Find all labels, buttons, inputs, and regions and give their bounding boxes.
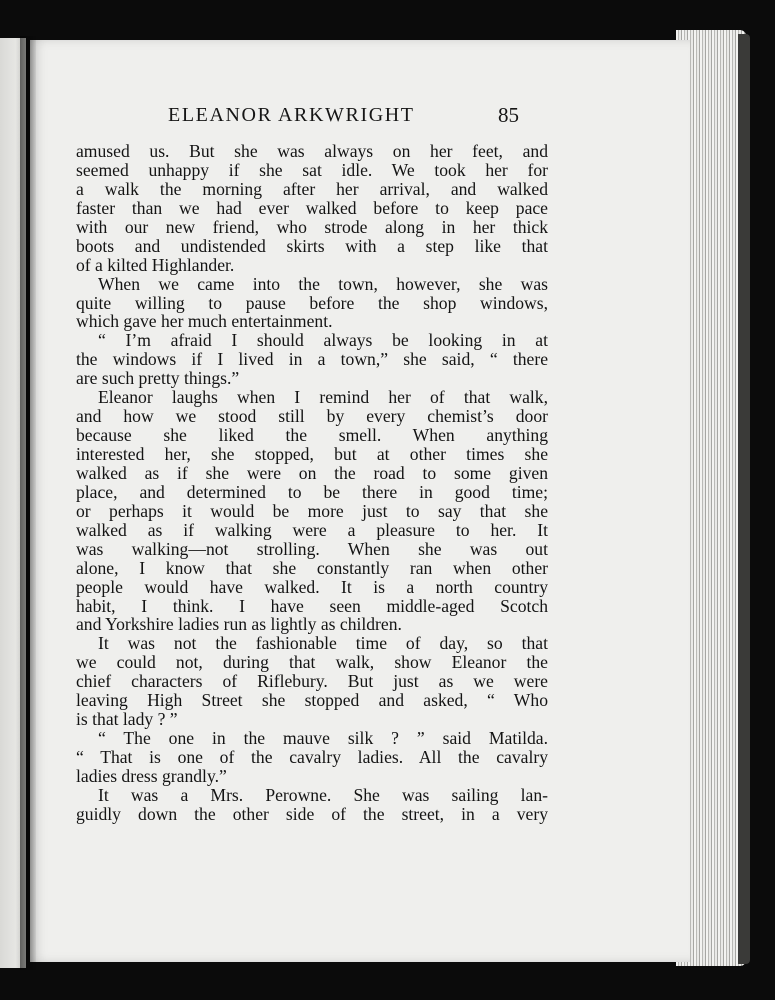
text-line: place, and determined to be there in good time; bbox=[76, 481, 548, 502]
text-line: a walk the morning after her arrival, and walked bbox=[76, 178, 548, 199]
book-cover-edge bbox=[738, 34, 750, 964]
text-line: walked as if walking were a pleasure to her. It bbox=[76, 519, 548, 540]
text-line: habit, I think. I have seen middle-aged Scotch bbox=[76, 595, 548, 616]
text-line: It was a Mrs. Perowne. She was sailing lan- bbox=[98, 784, 548, 805]
text-line: quite willing to pause before the shop windows, bbox=[76, 292, 548, 313]
text-line: “ The one in the mauve silk ? ” said Matilda. bbox=[98, 728, 548, 749]
text-line: the windows if I lived in a town,” she said, “ there bbox=[76, 349, 548, 370]
text-line: we could not, during that walk, show Eleanor the bbox=[76, 652, 548, 673]
text-line: amused us. But she was always on her feet, and bbox=[76, 141, 548, 161]
text-line: guidly down the other side of the street, in a very bbox=[76, 803, 548, 824]
text-line: “ I’m afraid I should always be looking in at bbox=[98, 330, 548, 351]
text-line: When we came into the town, however, she was bbox=[98, 273, 548, 294]
text-line: It was not the fashionable time of day, so that bbox=[98, 633, 548, 654]
page-number: 85 bbox=[498, 103, 519, 127]
text-line: alone, I know that she constantly ran when other bbox=[76, 557, 548, 578]
text-line: or perhaps it would be more just to say that she bbox=[76, 500, 548, 521]
text-line: “ That is one of the cavalry ladies. All the cavalry bbox=[76, 747, 548, 767]
text-line: faster than we had ever walked before to keep pace bbox=[76, 197, 548, 218]
text-line: and how we stood still by every chemist’s door bbox=[76, 406, 548, 427]
running-title: ELEANOR ARKWRIGHT bbox=[168, 104, 415, 126]
gutter-shadow bbox=[20, 36, 36, 970]
text-line: are such pretty things.” bbox=[76, 368, 240, 389]
text-line: because she liked the smell. When anything bbox=[76, 425, 548, 446]
text-line: is that lady ? ” bbox=[76, 709, 178, 730]
text-line: ladies dress grandly.” bbox=[76, 765, 227, 786]
text-line: interested her, she stopped, but at other times she bbox=[76, 444, 548, 464]
text-line: people would have walked. It is a north country bbox=[76, 576, 548, 597]
text-line: was walking—not strolling. When she was out bbox=[76, 538, 548, 559]
text-line: of a kilted Highlander. bbox=[76, 254, 235, 275]
body-text bbox=[76, 142, 548, 824]
text-line: leaving High Street she stopped and asked, “ Who bbox=[76, 690, 548, 711]
text-line: which gave her much entertainment. bbox=[76, 311, 333, 332]
text-line: walked as if she were on the road to some given bbox=[76, 462, 548, 483]
text-line: and Yorkshire ladies run as lightly as children. bbox=[76, 614, 402, 635]
text-line: boots and undistended skirts with a step like that bbox=[76, 235, 548, 256]
text-line: with our new friend, who strode along in her thick bbox=[76, 216, 548, 237]
text-line: seemed unhappy if she sat idle. We took her for bbox=[76, 159, 548, 180]
text-line: chief characters of Riflebury. But just as we were bbox=[76, 671, 548, 692]
text-line: Eleanor laughs when I remind her of that walk, bbox=[98, 387, 548, 408]
